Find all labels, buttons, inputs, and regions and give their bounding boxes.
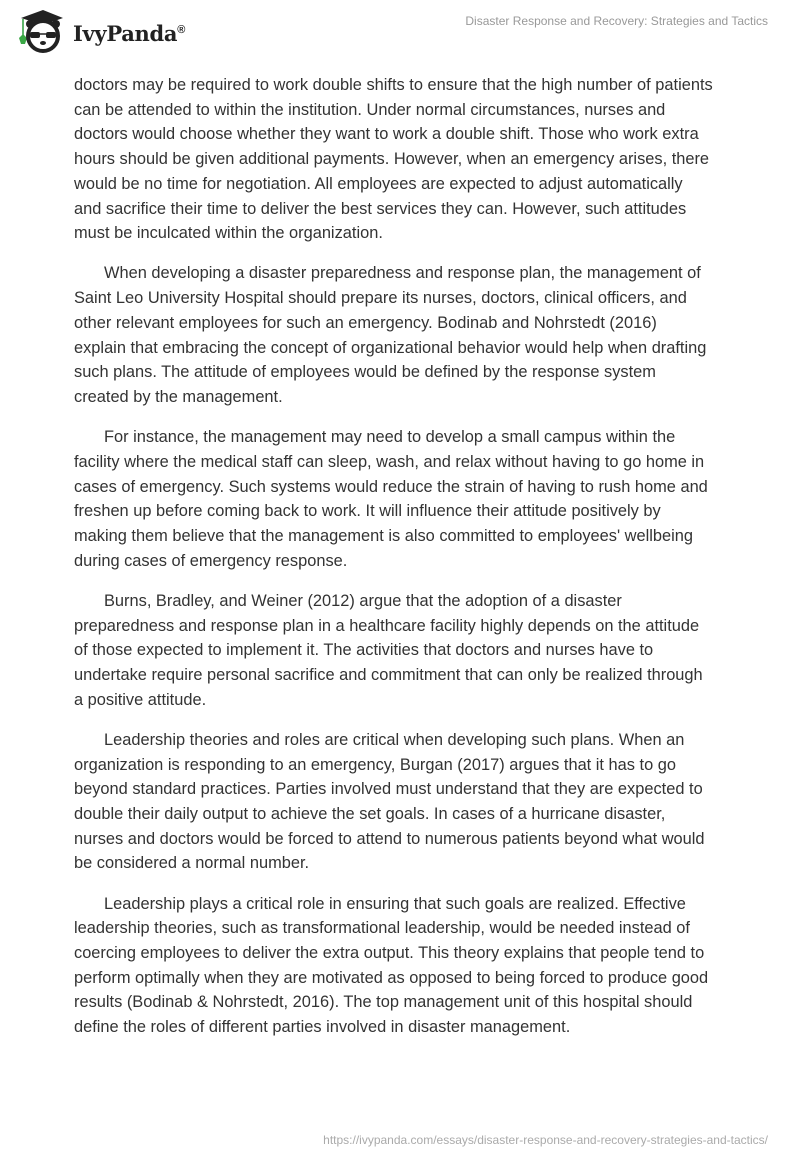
text-line: of those expected to implement it. The activities that doctors and nurses have to [74,641,654,660]
text-line: during cases of emergency response. [74,551,348,570]
source-url[interactable]: https://ivypanda.com/essays/disaster-response-and-recovery-strategies-and-tactics/ [323,1133,768,1147]
text-line: When developing a disaster preparedness and response plan, the management of [104,264,701,283]
text-line: beyond standard practices. Parties involved must understand that they are expected to [74,780,703,799]
paragraph [74,892,754,1040]
text-line: Saint Leo University Hospital should prepare its nurses, doctors, clinical officers, and [74,289,687,308]
text-line: results (Bodinab & Nohrstedt, 2016). The top management unit of this hospital should [74,993,693,1012]
paragraph [74,589,754,713]
logo-name: IvyPanda [73,21,178,46]
panda-graduate-icon [17,8,65,59]
text-line: Leadership theories and roles are critical when developing such plans. When an [104,730,685,749]
text-line: must be inculcated within the organization. [74,224,383,243]
paragraph [74,425,754,573]
text-line: coercing employees to deliver the extra output. This theory explains that people tend to [74,944,705,962]
paragraph [74,261,754,409]
text-line: a positive attitude. [74,690,207,709]
text-line: Burns, Bradley, and Weiner (2012) argue that the adoption of a disaster [104,591,622,610]
text-line: be considered a normal number. [74,854,310,873]
essay-body [74,73,754,1055]
text-line: facility where the medical staff can sleep, wash, and relax without having to go home in [74,452,705,471]
text-line: organization is responding to an emergency, Burgan (2017) argues that it has to go [74,755,676,774]
paragraph [74,728,754,876]
text-line: explain that embracing the concept of organizational behavior would help when drafting [74,338,707,357]
text-line: undertake require personal sacrifice and commitment that can only be realized through [74,665,703,684]
text-line: can be attended to within the institution. Under normal circumstances, nurses and [74,100,666,119]
ivypanda-logo[interactable] [17,8,185,59]
text-line: Leadership plays a critical role in ensuring that such goals are realized. Effective [104,894,686,913]
text-line: doctors may be required to work double shifts to ensure that the high number of patients [74,76,713,94]
text-line: leadership theories, such as transformational leadership, would be needed instead of [74,919,690,938]
text-line: and sacrifice their time to deliver the best services they can. However, such attitudes [74,199,687,218]
text-line: doctors would choose whether they want to work a double shift. Those who work extra [74,125,699,144]
text-line: cases of emergency. Such systems would reduce the strain of having to rush home and [74,477,708,496]
text-line: freshen up before coming back to work. It will influence their attitude positively by [74,502,661,521]
text-line: perform optimally when they are motivated as opposed to being forced to produce good [74,968,709,987]
text-line: define the roles of different parties involved in disaster management. [74,1018,571,1037]
text-line: nurses and doctors would be forced to attend to numerous patients beyond what would [74,829,705,848]
paragraph [74,73,754,246]
registered-mark: ® [177,24,186,36]
text-line: For instance, the management may need to develop a small campus within the [104,428,676,447]
text-line: would be no time for negotiation. All employees are expected to adjust automatically [74,174,683,193]
text-line: hours should be given additional payments. However, when an emergency arises, there [74,150,710,169]
text-line: double their daily output to achieve the set goals. In cases of a hurricane disaster, [74,804,666,823]
text-line: created by the management. [74,387,283,406]
text-line: making them believe that the management is also committed to employees' wellbeing [74,526,694,545]
text-line: preparedness and response plan in a healthcare facility highly depends on the attitude [74,616,700,635]
text-line: such plans. The attitude of employees would be defined by the response system [74,363,656,382]
document-title: Disaster Response and Recovery: Strategies and Tactics [465,14,768,28]
logo-wordmark [73,21,185,46]
text-line: other relevant employees for such an emergency. Bodinab and Nohrstedt (2016) [74,313,657,332]
page-header [0,0,800,60]
